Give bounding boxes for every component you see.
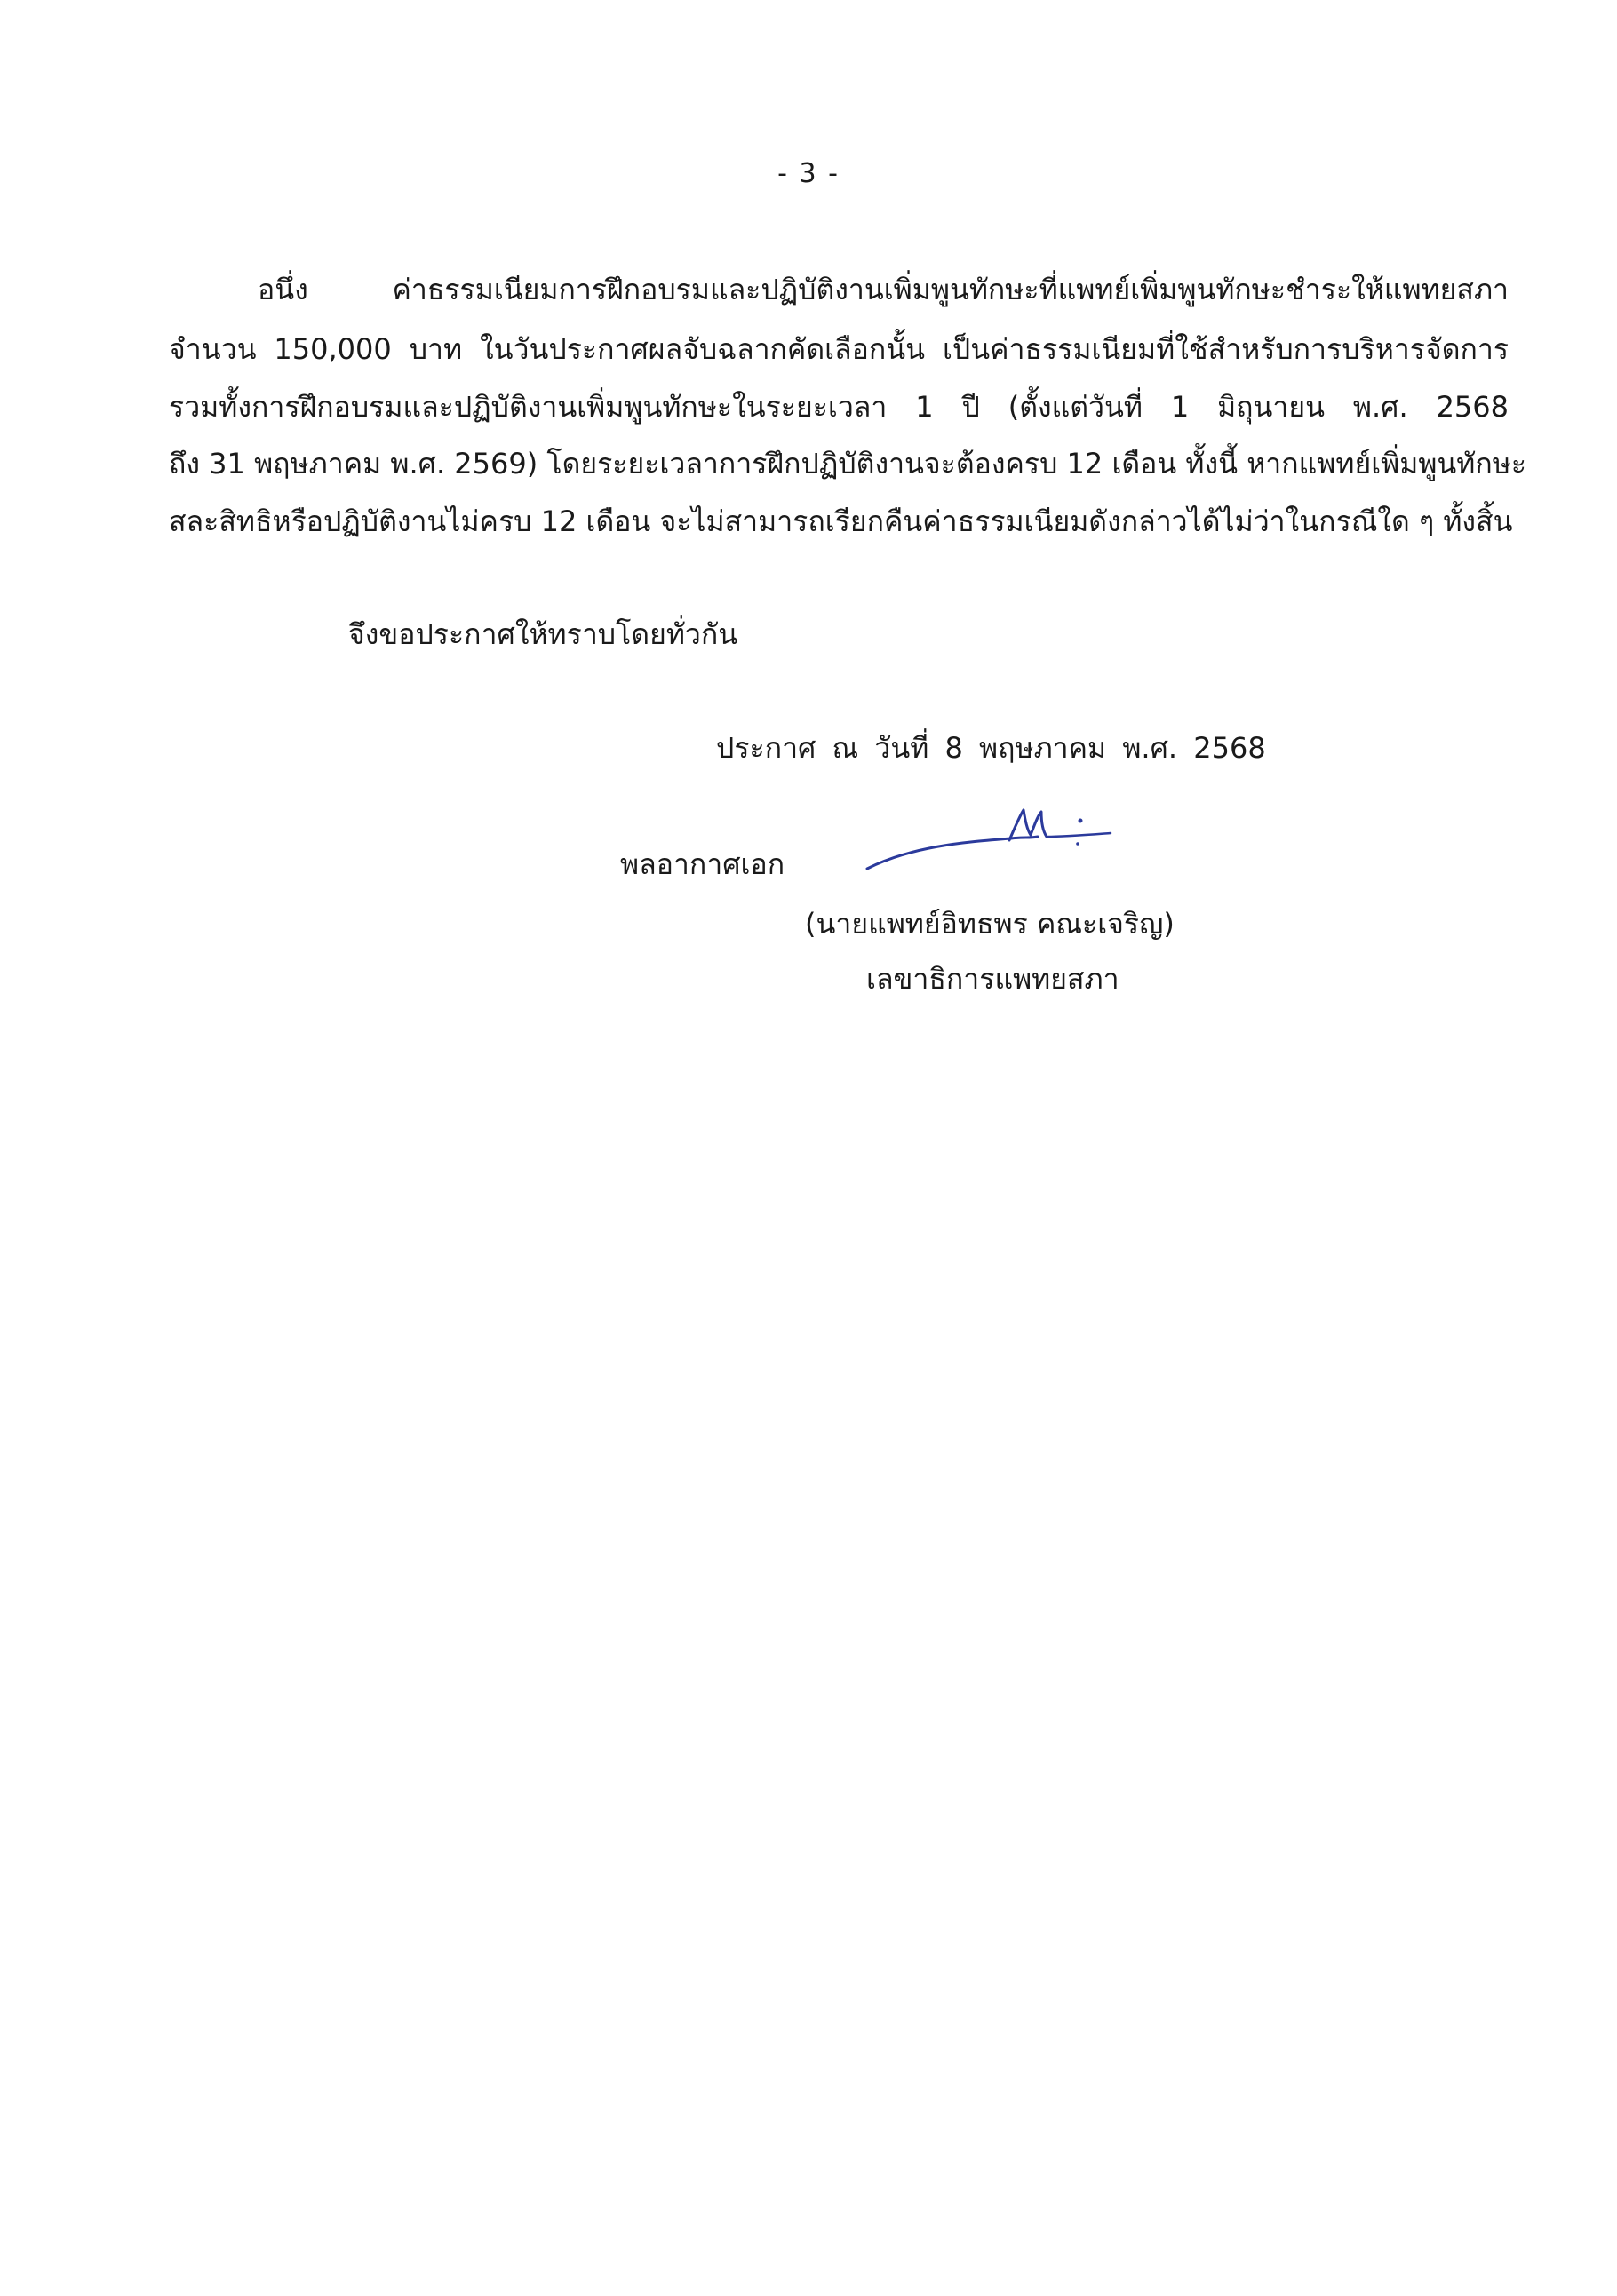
announcement-date: ประกาศ ณ วันที่ 8 พฤษภาคม พ.ศ. 2568 xyxy=(716,731,1266,765)
signatory-position: เลขาธิการแพทยสภา xyxy=(866,962,1119,996)
closing-statement: จึงขอประกาศให้ทราบโดยทั่วกัน xyxy=(348,617,738,651)
paragraph-line: ถึง 31 พฤษภาคม พ.ศ. 2569) โดยระยะเวลาการฝึกปฏิบัติงานจะต้องครบ 12 เดือน ทั้งนี้ หากแพทย์เพิ่มพูนทักษะ xyxy=(169,447,1527,481)
paragraph-line: จำนวน 150,000 บาท ในวันประกาศผลจับฉลากคัดเลือกนั้น เป็นค่าธรรมเนียมที่ใช้สำหรับการบริหารจัดการ xyxy=(169,332,1509,366)
page-number: - 3 - xyxy=(777,158,840,189)
handwritten-signature xyxy=(860,799,1127,888)
paragraph-line: อนึ่ง ค่าธรรมเนียมการฝึกอบรมและปฏิบัติงานเพิ่มพูนทักษะที่แพทย์เพิ่มพูนทักษะชำระให้แพทยสภา xyxy=(258,273,1509,306)
signatory-name: (นายแพทย์อิทธพร คณะเจริญ) xyxy=(805,907,1175,941)
signatory-rank: พลอากาศเอก xyxy=(620,847,785,881)
paragraph-line: สละสิทธิหรือปฏิบัติงานไม่ครบ 12 เดือน จะไม่สามารถเรียกคืนค่าธรรมเนียมดังกล่าวได้ไม่ว่าในกรณีใด ๆ ทั้งสิ้น xyxy=(169,504,1513,538)
paragraph-line: รวมทั้งการฝึกอบรมและปฏิบัติงานเพิ่มพูนทักษะในระยะเวลา 1 ปี (ตั้งแต่วันที่ 1 มิถุนายน พ.ศ. 2568 xyxy=(169,390,1509,424)
